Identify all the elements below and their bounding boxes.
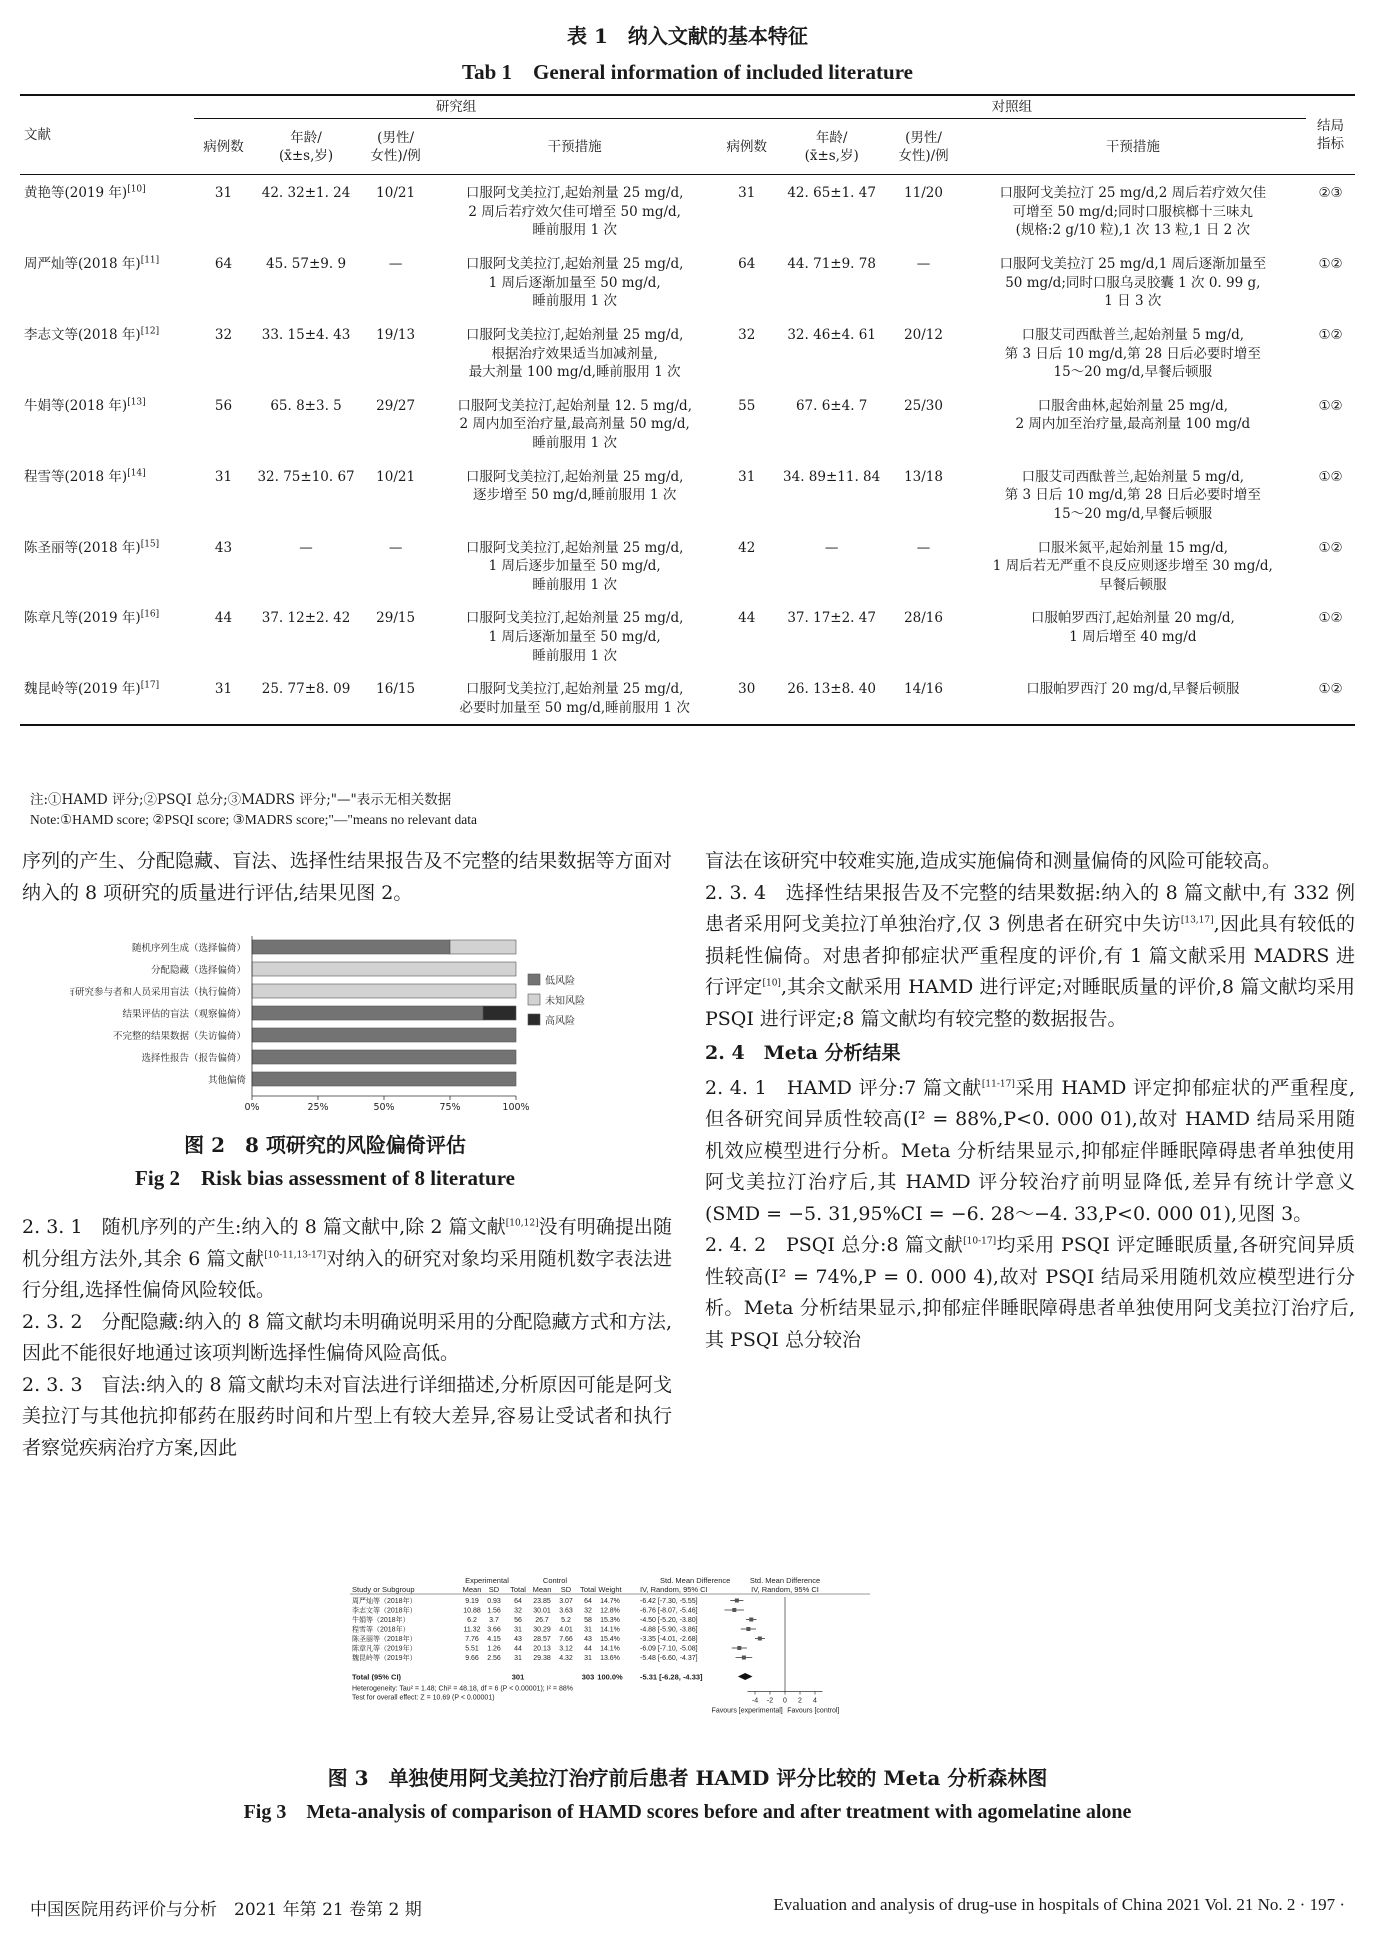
study-value: 44	[584, 1645, 592, 1653]
study-age: 37. 12±2. 42	[261, 610, 351, 627]
study-cell: 牛娟等(2018 年)[13]	[24, 397, 146, 414]
figure3-caption-cn: 图 3 单独使用阿戈美拉汀治疗前后患者 HAMD 评分比较的 Meta 分析森林图	[327, 1766, 1048, 1790]
bar-segment	[252, 940, 450, 954]
table-row	[20, 600, 1355, 671]
control-sex: 20/12	[904, 326, 943, 343]
section-2-3-3: 2. 3. 3 盲法:纳入的 8 篇文献均未对盲法进行详细描述,分析原因可能是阿戈美拉汀与其他抗抑郁药在服药时间和片型上有较大差异,容易让受试者和执行者察觉疾病治疗方案,因此	[22, 1373, 672, 1459]
figure2-caption-en: Fig 2 Risk bias assessment of 8 literature	[135, 1166, 515, 1190]
study-value: 7.76	[465, 1636, 479, 1643]
study-cell: 魏昆岭等(2019 年)[17]	[20, 671, 194, 724]
control-intervention: 口服阿戈美拉汀 25 mg/d,2 周后若疗效欠佳 可增至 50 mg/d;同时口服槟榔十三味丸 (规格:2 g/10 粒),1 次 13 粒,1 日 2 次	[999, 185, 1267, 239]
control-intervention: 口服帕罗西汀,起始剂量 20 mg/d, 1 周后增至 40 mg/d	[1030, 610, 1235, 646]
category-label: 所有研究参与者和人员采用盲法（执行偏倚）	[70, 987, 246, 998]
control-cases: 64	[738, 256, 756, 273]
study-value: 14.1%	[600, 1626, 620, 1634]
control-age: 34. 89±11. 84	[783, 468, 881, 485]
table-row	[20, 388, 1355, 459]
study-cases: 31	[194, 671, 252, 724]
study-age: 32. 75±10. 67	[257, 468, 355, 485]
study-value: 43	[514, 1636, 522, 1643]
study-value: 14.7%	[600, 1598, 620, 1605]
study-value: 15.4%	[600, 1636, 620, 1643]
header-intervention: 干预措施	[432, 119, 718, 175]
study-age: 65. 8±3. 5	[270, 397, 342, 414]
table-row	[20, 459, 1355, 530]
point-estimate	[737, 1646, 741, 1650]
study-intervention: 口服阿戈美拉汀,起始剂量 25 mg/d, 根据治疗效果适当加减剂量, 最大剂量 100 mg/d,睡前服用 1 次	[465, 326, 684, 381]
point-estimate	[742, 1656, 746, 1660]
outcome-cell: ①②	[1318, 468, 1343, 485]
study-ci: -5.48 [-6.60, -4.37]	[640, 1655, 698, 1662]
outcome-cell: ①②	[1318, 397, 1343, 414]
total-value: 301	[511, 1672, 525, 1682]
study-value: 64	[584, 1598, 592, 1605]
forest-plot-svg	[350, 1573, 1040, 1748]
study-sex: 29/27	[376, 397, 416, 414]
header-cases: 病例数	[718, 119, 776, 175]
study-cell: 李志文等(2018 年)[12]	[24, 326, 160, 343]
group-header: Std. Mean Difference	[660, 1576, 731, 1585]
legend-label: 未知风险	[545, 996, 585, 1007]
study-value: 26.7	[535, 1617, 549, 1624]
paragraph: 序列的产生、分配隐藏、盲法、选择性结果报告及不完整的结果数据等方面对纳入的 8 项研究的质量进行评估,结果见图 2。	[22, 850, 672, 904]
point-estimate	[758, 1637, 762, 1641]
study-name: 陈圣丽等（2018年）	[352, 1636, 417, 1643]
study-intervention: 口服阿戈美拉汀,起始剂量 25 mg/d, 1 周后逐渐加量至 50 mg/d, 睡前服用 1 次	[465, 610, 684, 664]
category-label: 不完整的结果数据（失访偏倚）	[112, 1031, 246, 1042]
right-column	[705, 846, 1355, 1356]
study-ci: -6.76 [-8.07, -5.46]	[640, 1607, 698, 1615]
column-header: Total	[510, 1585, 526, 1594]
study-name: 魏昆岭等（2019年）	[352, 1655, 417, 1662]
study-value: 5.51	[465, 1645, 479, 1653]
study-value: 2.56	[487, 1655, 501, 1662]
outcome-cell: ①②	[1318, 256, 1343, 273]
study-sex: 10/21	[376, 468, 416, 485]
study-value: 6.2	[467, 1617, 477, 1624]
risk-of-bias-svg	[70, 930, 590, 1115]
study-value: 31	[584, 1655, 592, 1662]
header-cases: 病例数	[194, 119, 252, 175]
outcome-cell: ②③	[1318, 185, 1343, 202]
study-value: 20.13	[533, 1645, 551, 1653]
study-value: 4.32	[559, 1655, 573, 1662]
study-value: 3.63	[559, 1607, 573, 1615]
study-value: 12.8%	[600, 1607, 620, 1615]
category-label: 随机序列生成（选择偏倚）	[131, 943, 246, 954]
study-value: 31	[584, 1626, 592, 1634]
study-name: 程雪等（2018年）	[352, 1626, 410, 1634]
study-cases: 31	[214, 468, 233, 485]
study-sex: —	[388, 539, 403, 556]
favours-label: Favours [experimental]	[711, 1707, 783, 1715]
study-value: 44	[514, 1645, 522, 1653]
table-row	[20, 671, 1355, 724]
study-value: 9.19	[465, 1598, 479, 1605]
study-value: 30.29	[533, 1626, 551, 1634]
study-value: 29.38	[533, 1655, 551, 1662]
control-sex: —	[916, 539, 931, 556]
study-cell: 程雪等(2018 年)[14]	[24, 468, 146, 485]
total-value: 100.0%	[597, 1672, 623, 1682]
section-2-3-1: 2. 3. 1 随机序列的产生:纳入的 8 篇文献中,除 2 篇文献[10,12]没有明确提出随机分组方法外,其余 6 篇文献[10-11,13-17]对纳入的研究对象均采用随机数字表法进行分组,选择性偏倚风险较低。	[22, 1216, 672, 1301]
study-sex: 29/15	[376, 610, 416, 627]
x-tick-label: -4	[751, 1697, 759, 1705]
column-header: Mean	[532, 1585, 552, 1594]
study-age: —	[299, 539, 313, 556]
control-age: 32. 46±4. 61	[787, 326, 876, 343]
control-age: 42. 65±1. 47	[787, 185, 876, 202]
bar-segment	[252, 962, 516, 976]
control-cases: 32	[738, 326, 756, 343]
x-tick-label: 75%	[439, 1102, 461, 1113]
risk-of-bias-chart	[70, 930, 590, 1115]
heterogeneity: Heterogeneity: Tau² = 1.48; Chi² = 48.18, df = 6 (P < 0.00001); I² = 88%	[352, 1685, 573, 1693]
table-row	[20, 317, 1355, 388]
control-cases: 30	[718, 671, 776, 724]
study-intervention: 口服阿戈美拉汀,起始剂量 12. 5 mg/d, 2 周内加至治疗量,最高剂量 50 mg/d, 睡前服用 1 次	[457, 397, 692, 452]
legend-label: 高风险	[545, 1016, 575, 1027]
overall-effect: Test for overall effect: Z = 10.69 (P < 0.00001)	[352, 1694, 495, 1702]
outcome-cell: ①②	[1318, 610, 1343, 627]
control-age: 44. 71±9. 78	[787, 256, 876, 273]
header-control-group: 对照组	[718, 95, 1306, 119]
bar-segment	[483, 1006, 516, 1020]
study-age: 33. 15±4. 43	[261, 326, 351, 343]
header-outcome: 结局 指标	[1306, 95, 1355, 175]
left-column-top	[22, 846, 672, 909]
table-note-cn: 注:①HAMD 评分;②PSQI 总分;③MADRS 评分;"—"表示无相关数据	[30, 792, 452, 808]
column-header: Weight	[598, 1585, 622, 1594]
header-sex: (男性/ 女性)/例	[360, 119, 432, 175]
study-name: 陈章凡等（2019年）	[352, 1645, 417, 1653]
table-title-en: Tab 1 General information of included literature	[462, 60, 913, 84]
table-row	[20, 246, 1355, 317]
control-cases: 42	[738, 539, 756, 556]
control-intervention: 口服艾司西酞普兰,起始剂量 5 mg/d, 第 3 日后 10 mg/d,第 28 日后必要时增至 15～20 mg/d,早餐后顿服	[1004, 326, 1261, 381]
study-cases: 32	[214, 326, 233, 343]
study-ci: -6.42 [-7.30, -5.55]	[640, 1598, 698, 1605]
study-value: 23.85	[533, 1598, 551, 1605]
group-header: Control	[542, 1576, 568, 1585]
citation: [13,17]	[1180, 915, 1214, 926]
study-value: 3.07	[559, 1598, 573, 1605]
x-tick-label: 2	[798, 1697, 802, 1705]
x-tick-label: 100%	[502, 1102, 530, 1113]
point-estimate	[746, 1627, 750, 1631]
column-header: Mean	[462, 1585, 482, 1594]
footer-journal-cn: 中国医院用药评价与分析 2021 年第 21 卷第 2 期	[30, 1900, 422, 1920]
control-cases: 31	[738, 468, 756, 485]
footer-journal-en: Evaluation and analysis of drug-use in hospitals of China 2021 Vol. 21 No. 2 · 197 ·	[773, 1895, 1345, 1914]
control-sex: 13/18	[904, 468, 943, 485]
literature-table	[20, 94, 1355, 726]
column-header: SD	[560, 1585, 572, 1594]
table-note-en: Note:①HAMD score; ②PSQI score; ③MADRS score;"—"means no relevant data	[30, 812, 477, 827]
study-ci: -4.50 [-5.20, -3.80]	[640, 1617, 698, 1624]
study-value: 31	[514, 1626, 522, 1634]
study-value: 15.3%	[600, 1617, 620, 1624]
bar-segment	[252, 1072, 516, 1086]
total-value: 303	[581, 1672, 595, 1682]
study-cases: 43	[214, 539, 233, 556]
study-age: 45. 57±9. 9	[266, 256, 347, 273]
group-header: Std. Mean Difference	[749, 1576, 821, 1585]
citation: [10-17]	[963, 1236, 997, 1247]
header-study-group: 研究组	[194, 95, 717, 119]
category-label: 分配隐藏（选择偏倚）	[150, 965, 246, 976]
left-column-bottom	[22, 1212, 672, 1464]
column-header: IV, Random, 95% CI	[640, 1585, 708, 1594]
study-value: 58	[584, 1617, 592, 1624]
citation: [11-17]	[981, 1079, 1015, 1090]
column-header: Total	[580, 1585, 596, 1594]
control-age: 67. 6±4. 7	[795, 397, 868, 414]
x-tick-label: -2	[766, 1697, 774, 1705]
study-cell: 陈圣丽等(2018 年)[15]	[24, 539, 160, 556]
study-age: 42. 32±1. 24	[261, 185, 351, 202]
citation: [10,12]	[505, 1218, 539, 1229]
outcome-cell: ①②	[1318, 539, 1343, 556]
study-value: 32	[514, 1607, 522, 1615]
outcome-cell: ①②	[1306, 671, 1355, 724]
study-value: 28.57	[533, 1636, 551, 1643]
study-intervention: 口服阿戈美拉汀,起始剂量 25 mg/d, 必要时加量至 50 mg/d,睡前服用 1 次	[432, 671, 718, 724]
group-header: IV, Random, 95% CI	[751, 1585, 819, 1594]
citation: [10]	[762, 978, 781, 989]
paragraph: 盲法在该研究中较难实施,造成实施偏倚和测量偏倚的风险可能较高。	[705, 850, 1282, 872]
study-value: 3.7	[489, 1617, 499, 1624]
total-label: Total (95% CI)	[352, 1672, 402, 1682]
header-literature: 文献	[20, 95, 194, 175]
study-cases: 44	[214, 610, 233, 627]
outcome-cell: ①②	[1318, 326, 1343, 343]
control-sex: 28/16	[904, 610, 943, 627]
control-intervention: 口服米氮平,起始剂量 15 mg/d, 1 周后若无严重不良反应则逐步增至 30 mg/d, 早餐后顿服	[992, 539, 1273, 593]
control-intervention: 口服舍曲林,起始剂量 25 mg/d, 2 周内加至治疗量,最高剂量 100 mg/d	[1015, 397, 1251, 433]
study-name: 周严灿等（2018年）	[352, 1598, 417, 1605]
legend-swatch	[528, 1014, 540, 1025]
study-intervention: 口服阿戈美拉汀,起始剂量 25 mg/d, 2 周后若疗效欠佳可增至 50 mg/d, 睡前服用 1 次	[465, 185, 684, 239]
table-row	[20, 175, 1355, 246]
control-sex: 11/20	[904, 185, 943, 202]
study-name: 牛娟等（2018年）	[352, 1617, 410, 1624]
table-body	[20, 175, 1355, 725]
control-intervention: 口服艾司西酞普兰,起始剂量 5 mg/d, 第 3 日后 10 mg/d,第 28 日后必要时增至 15～20 mg/d,早餐后顿服	[1004, 468, 1261, 522]
study-value: 3.12	[559, 1645, 573, 1653]
study-ci: -4.88 [-5.90, -3.86]	[640, 1626, 698, 1634]
study-intervention: 口服阿戈美拉汀,起始剂量 25 mg/d, 1 周后逐渐加量至 50 mg/d, 睡前服用 1 次	[465, 256, 684, 310]
study-ci: -6.09 [-7.10, -5.08]	[640, 1645, 698, 1653]
legend-swatch	[528, 994, 540, 1005]
figure3-caption-en: Fig 3 Meta-analysis of comparison of HAMD scores before and after treatment with agomelatine alone	[243, 1801, 1132, 1823]
study-cases: 64	[214, 256, 233, 273]
control-sex: 14/16	[887, 671, 959, 724]
point-estimate	[732, 1608, 736, 1612]
section-2-4-1: 2. 4. 1 HAMD 评分:7 篇文献[11-17]采用 HAMD 评定抑郁症状的严重程度,但各研究间异质性较高(I² = 88%,P<0. 000 01),故对 HAMD 结局采用随机效应模型进行分析。Meta 分析结果显示,抑郁症伴睡眠障碍患者单独使用阿戈美拉汀治疗后,其 HAMD 评分较治疗前明显降低,差异有统计学意义(SMD = −5. 31,95%CI = −6. 28～−4. 33,P<0. 000 01),见图 3。	[705, 1076, 1355, 1225]
column-header: Study or Subgroup	[352, 1585, 415, 1594]
study-cell: 陈章凡等(2019 年)[16]	[24, 609, 160, 627]
study-value: 3.66	[487, 1626, 501, 1634]
study-value: 56	[514, 1617, 522, 1624]
figure2-caption-cn: 图 2 8 项研究的风险偏倚评估	[184, 1133, 466, 1157]
total-ci: -5.31 [-6.28, -4.33]	[640, 1672, 703, 1682]
table-title-cn: 表 1 纳入文献的基本特征	[567, 24, 808, 48]
header-age: 年龄/ (x̄±s,岁)	[776, 119, 888, 175]
study-value: 32	[584, 1607, 592, 1615]
section-2-3-4: 2. 3. 4 选择性结果报告及不完整的结果数据:纳入的 8 篇文献中,有 332 例患者采用阿戈美拉汀单独治疗,仅 3 例患者在研究中失访[13,17],因此具有较低的损耗性偏倚。对患者抑郁症状严重程度的评价,有 1 篇文献采用 MADRS 进行评定[10],其余文献采用 HAMD 进行评定;对睡眠质量的评价,8 篇文献均采用 PSQI 进行评定;8 篇文献均有较完整的数据报告。	[705, 881, 1355, 1030]
control-cases: 55	[738, 397, 756, 414]
bar-segment	[252, 1028, 516, 1042]
x-tick-label: 25%	[307, 1102, 329, 1113]
study-ci: -3.35 [-4.01, -2.68]	[640, 1636, 698, 1643]
study-sex: —	[388, 256, 403, 273]
legend-swatch	[528, 974, 540, 985]
study-value: 1.56	[487, 1607, 501, 1615]
study-cases: 31	[214, 185, 233, 202]
control-cases: 31	[738, 185, 756, 202]
point-estimate	[735, 1599, 739, 1603]
study-value: 31	[514, 1655, 522, 1662]
category-label: 结果评估的盲法（观察偏倚）	[122, 1009, 246, 1020]
total-diamond	[738, 1673, 753, 1680]
study-value: 11.32	[463, 1626, 481, 1634]
favours-label: Favours [control]	[787, 1707, 840, 1715]
header-intervention: 干预措施	[960, 119, 1307, 175]
study-cases: 56	[214, 397, 233, 414]
study-intervention: 口服阿戈美拉汀,起始剂量 25 mg/d, 1 周后逐步加量至 50 mg/d, 睡前服用 1 次	[465, 539, 684, 593]
control-intervention: 口服帕罗西汀 20 mg/d,早餐后顿服	[960, 671, 1307, 724]
study-sex: 16/15	[360, 671, 432, 724]
x-tick-label: 0%	[244, 1102, 260, 1113]
forest-plot	[350, 1573, 1040, 1748]
study-name: 李志文等（2018年）	[352, 1607, 417, 1615]
citation: [10-11,13-17]	[264, 1250, 327, 1261]
legend-label: 低风险	[545, 976, 575, 987]
study-value: 10.88	[463, 1607, 481, 1615]
study-value: 1.26	[487, 1645, 501, 1653]
section-2-4-2: 2. 4. 2 PSQI 总分:8 篇文献[10-17]均采用 PSQI 评定睡眠质量,各研究间异质性较高(I² = 74%,P = 0. 000 4),故对 PSQI 结局采用随机效应模型进行分析。Meta 分析结果显示,抑郁症伴睡眠障碍患者单独使用阿戈美拉汀治疗后,其 PSQI 总分较治	[705, 1234, 1355, 1351]
header-sex: (男性/ 女性)/例	[887, 119, 959, 175]
study-value: 14.1%	[600, 1645, 620, 1653]
x-tick-label: 50%	[373, 1102, 395, 1113]
study-cell: 周严灿等(2018 年)[11]	[24, 255, 160, 273]
column-header: SD	[488, 1585, 500, 1594]
study-age: 25. 77±8. 09	[253, 671, 360, 724]
control-cases: 44	[738, 610, 756, 627]
control-age: —	[824, 539, 839, 556]
study-value: 43	[584, 1636, 592, 1643]
bar-segment	[252, 1006, 483, 1020]
study-value: 13.6%	[600, 1655, 620, 1662]
section-2-3-2: 2. 3. 2 分配隐藏:纳入的 8 篇文献均未明确说明采用的分配隐藏方式和方法,因此不能很好地通过该项判断选择性偏倚风险高低。	[22, 1310, 672, 1364]
study-value: 5.2	[561, 1617, 571, 1624]
bar-segment	[450, 940, 516, 954]
control-age: 26. 13±8. 40	[776, 671, 888, 724]
study-sex: 19/13	[376, 326, 416, 343]
control-sex: —	[916, 256, 931, 273]
study-value: 0.93	[487, 1598, 501, 1605]
study-value: 4.01	[559, 1626, 573, 1634]
study-value: 9.66	[465, 1655, 479, 1662]
study-value: 64	[514, 1598, 522, 1605]
x-tick-label: 4	[813, 1697, 817, 1705]
control-sex: 25/30	[904, 397, 943, 414]
bar-segment	[252, 984, 516, 998]
x-tick-label: 0	[783, 1697, 787, 1705]
control-intervention: 口服阿戈美拉汀 25 mg/d,1 周后逐渐加量至 50 mg/d;同时口服乌灵胶囊 1 次 0. 99 g, 1 日 3 次	[999, 256, 1267, 310]
category-label: 选择性报告（报告偏倚）	[141, 1053, 246, 1064]
bar-segment	[252, 1050, 516, 1064]
study-value: 7.66	[559, 1636, 573, 1643]
study-value: 30.01	[533, 1607, 551, 1615]
control-age: 37. 17±2. 47	[787, 610, 876, 627]
group-header: Experimental	[465, 1576, 509, 1585]
study-value: 4.15	[487, 1636, 501, 1643]
study-sex: 10/21	[376, 185, 416, 202]
category-label: 其他偏倚	[207, 1075, 246, 1086]
study-intervention: 口服阿戈美拉汀,起始剂量 25 mg/d, 逐步增至 50 mg/d,睡前服用 1 次	[465, 468, 684, 504]
header-age: 年龄/ (x̄±s,岁)	[253, 119, 360, 175]
section-2-4-heading: 2. 4 Meta 分析结果	[705, 1042, 901, 1064]
study-cell: 黄艳等(2019 年)[10]	[24, 184, 146, 202]
point-estimate	[749, 1618, 753, 1622]
table-row	[20, 530, 1355, 601]
